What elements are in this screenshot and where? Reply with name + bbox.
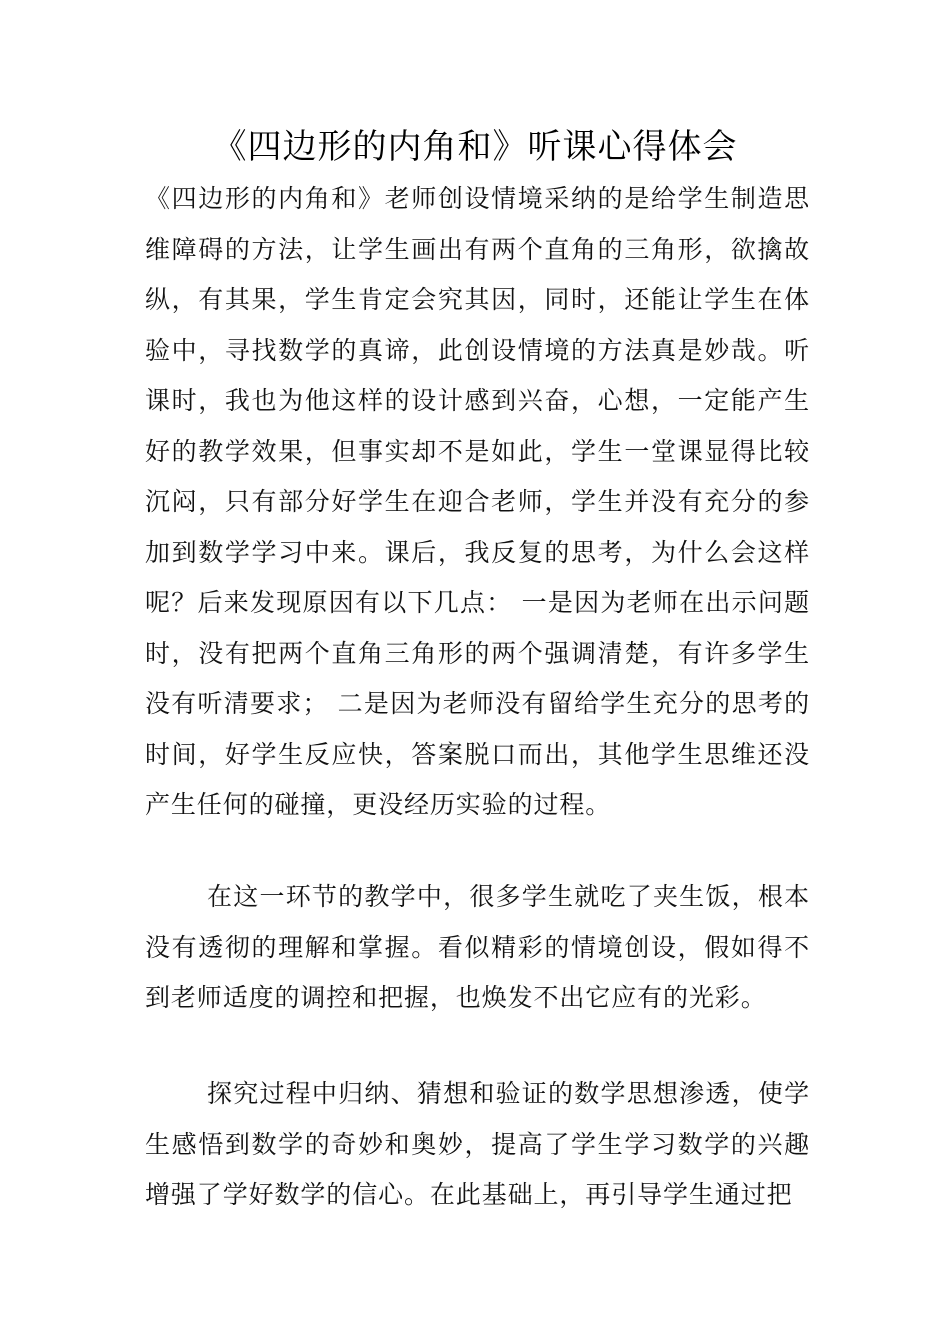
paragraph-2: 在这一环节的教学中，很多学生就吃了夹生饭，根本没有透彻的理解和掌握。看似精彩的情境创设，假如得不到老师适度的调控和把握，也焕发不出它应有的光彩。 [145,882,810,1012]
paragraph-1: 《四边形的内角和》老师创设情境采纳的是给学生制造思维障碍的方法，让学生画出有两个直角的三角形，欲擒故纵，有其果，学生肯定会究其因，同时，还能让学生在体验中，寻找数学的真谛，此创设情境的方法真是妙哉。听课时，我也为他这样的设计感到兴奋，心想，一定能产生好的教学效果，但事实却不是如此，学生一堂课显得比较沉闷，只有部分好学生在迎合老师，学生并没有充分的参加到数学学习中来。课后，我反复的思考，为什么会这样呢？后来发现原因有以下几点： 一是因为老师在出示问题时，没有把两个直角三角形的两个强调清楚，有许多学生没有听清要求； 二是因为老师没有留给学生充分的思考的时间，好学生反应快，答案脱口而出，其他学生思维还没产生任何的碰撞，更没经历实验的过程。 [145,184,810,819]
document-title: 《四边形的内角和》听课心得体会 [212,127,738,167]
paragraph-3: 探究过程中归纳、猜想和验证的数学思想渗透，使学生感悟到数学的奇妙和奥妙，提高了学生学习数学的兴趣增强了学好数学的信心。在此基础上，再引导学生通过把 [145,1079,810,1209]
